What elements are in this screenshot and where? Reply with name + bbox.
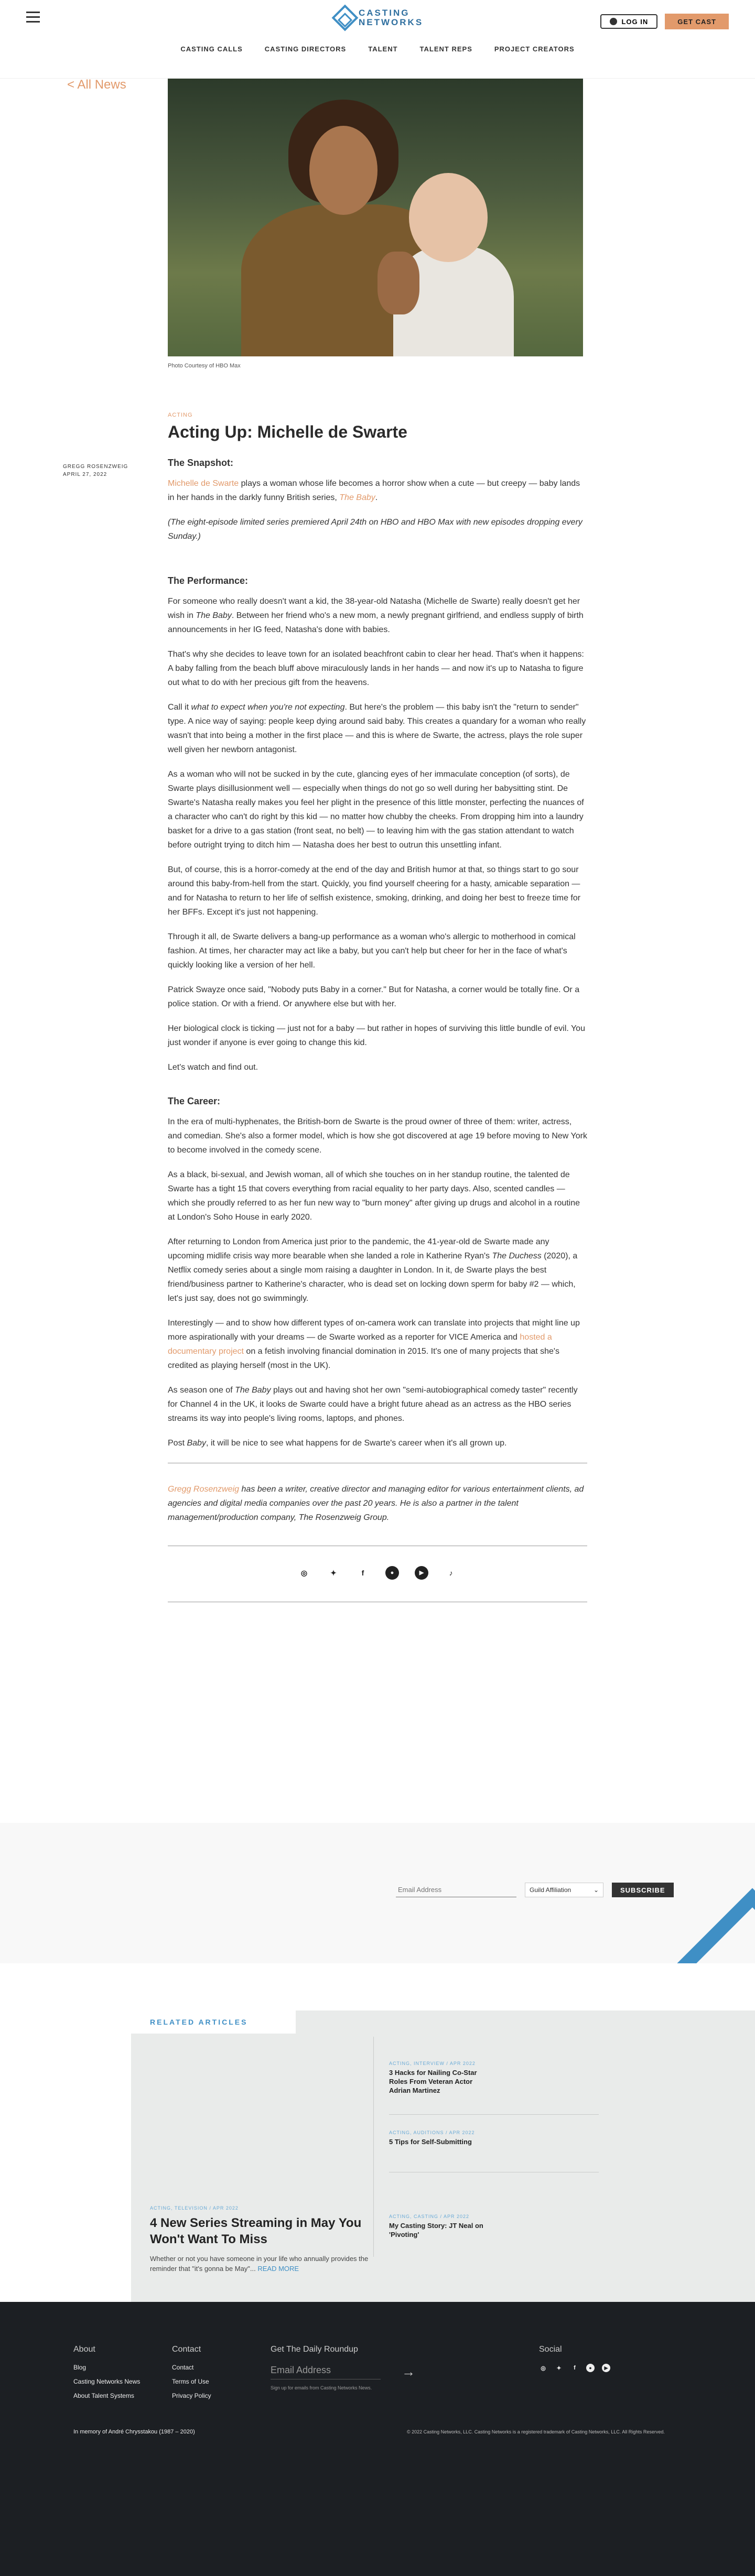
performance-heading: The Performance: (168, 575, 249, 586)
related-divider (373, 2037, 374, 2257)
related-separator (389, 2114, 599, 2115)
footer-link-talent-systems[interactable]: About Talent Systems (73, 2392, 134, 2399)
instagram-icon[interactable]: ◎ (300, 1568, 308, 1577)
career-paragraph: As season one of The Baby plays out and having shot her own "semi-autobiographical comedy taster" recently for Channel 4 in the UK, it looks de Swarte could have a bright future ahead as an actress as the HBO series streams its way into people's living rooms, laptops, and phones. (168, 1386, 578, 1423)
youtube-icon[interactable]: ▶ (602, 2364, 610, 2372)
copyright-text: © 2022 Casting Networks, LLC. Casting Networks is a registered trademark of Casting Networks, LLC. All Rights Reserved. (407, 2429, 665, 2434)
user-icon (610, 18, 617, 25)
hamburger-menu-icon[interactable] (26, 12, 40, 23)
performance-paragraph: Let's watch and find out. (168, 1063, 258, 1072)
related-articles (131, 2010, 755, 2302)
article-title: Acting Up: Michelle de Swarte (168, 422, 407, 441)
memorial-text: In memory of André Chrysstakou (1987 – 2020) (73, 2429, 195, 2435)
footer-link-privacy[interactable]: Privacy Policy (172, 2392, 211, 2399)
career-paragraph: Post Baby, it will be nice to see what happens for de Swarte's career when it's all grown up. (168, 1439, 507, 1448)
login-button[interactable]: LOG IN (600, 14, 657, 29)
performance-paragraph: Through it all, de Swarte delivers a bang-up performance as a woman who's allergic to motherhood in comical fashion. At times, her character may act like a baby, but you can't help but cheer for her in the face of what's quickly looking like a version of her hell. (168, 932, 576, 970)
the-baby-link[interactable]: The Baby (339, 493, 375, 502)
snapshot-note: (The eight-episode limited series premiered April 24th on HBO and HBO Max with new episodes dropping every Sunday.) (168, 518, 583, 541)
career-heading: The Career: (168, 1096, 221, 1106)
nav-talent-reps[interactable]: TALENT REPS (419, 45, 472, 53)
chevron-down-icon: ⌄ (593, 1886, 599, 1894)
twitter-icon[interactable]: ✦ (330, 1568, 337, 1577)
author-byline (63, 463, 128, 479)
nav-casting-directors[interactable]: CASTING DIRECTORS (264, 45, 347, 53)
performance-paragraph: But, of course, this is a horror-comedy at the end of the day and British humor at that, so things start to go sour around this baby-from-hell from the start. Quickly, you find yourself cheering for a hasty, amicable separation — and for Natasha to return to her life of selfish existence, smoking, drinking, and doing her best to freeze time for her BFFs. Except it's just not happening. (168, 865, 581, 917)
twitter-icon[interactable]: ✦ (556, 2365, 562, 2372)
career-paragraph: In the era of multi-hyphenates, the British-born de Swarte is the proud owner of three of them: writer, actress, and comedian. She's also a former model, which is how she got discovered at age 19 before moving to New York to become involved in the comedy scene. (168, 1117, 587, 1155)
publish-date: APRIL 27, 2022 (63, 472, 107, 477)
share-icons (168, 1566, 587, 1580)
author-bio-link[interactable]: Gregg Rosenzweig (168, 1485, 240, 1494)
career-paragraph: As a black, bi-sexual, and Jewish woman, all of which she touches on in her standup routine, the talented de Swarte has a tight 15 that covers everything from racial equality to her party days. Also, scented candles — which she proudly referred to as her fun new way to "burn money" after giving up drugs and alcohol in a routine at London's Soho House in early 2020. (168, 1170, 580, 1222)
related-article[interactable]: ACTING, CASTING / APR 2022 My Casting Story: JT Neal on 'Pivoting' (389, 2214, 483, 2238)
related-main-article[interactable]: ACTING, TELEVISION / APR 2022 4 New Series Streaming in May You Won't Want To Miss Whether or not you have someone in your life who annually provides the reminder that "it's gonna be May"... READ MORE (150, 2205, 369, 2273)
related-article[interactable]: ACTING, AUDITIONS / APR 2022 5 Tips for Self-Submitting (389, 2130, 475, 2146)
author-bio: Gregg Rosenzweig has been a writer, creative director and managing editor for various entertainment clients, ad agencies and digital media companies over the past 20 years. He is also a partner in the talent management/production company, The Rosenzweig Group. (168, 1485, 584, 1522)
footer-contact: Contact Contact Terms of Use Privacy Policy (172, 2345, 211, 2399)
performance-paragraph: That's why she decides to leave town for an isolated beachfront cabin to clear her head. That's when it happens: A baby falling from the beach bluff above miraculously lands in her hands — and now it's up to Natasha to figure out what to do with her precious gift from the heavens. (168, 650, 584, 687)
logo-text: CASTING NETWORKS (359, 8, 424, 27)
performance-paragraph: Call it what to expect when you're not expecting. But here's the problem — this baby isn't the "return to sender" type. A nice way of saying: people keep dying around said baby. This creates a quandary for a woman who really wasn't that into being a mother in the first place — and this is where de Swarte, the actress, plays the role super well given her newborn antagonist. (168, 703, 586, 754)
facebook-icon[interactable]: f (574, 2365, 576, 2371)
subscribe-button[interactable]: SUBSCRIBE (612, 1883, 674, 1897)
nav-talent[interactable]: TALENT (368, 45, 398, 53)
roundup-email-input[interactable]: Email Address (271, 2365, 381, 2379)
header-actions (600, 14, 729, 29)
related-article[interactable]: ACTING, INTERVIEW / APR 2022 3 Hacks for Nailing Co-Star Roles From Veteran Actor Adrian Martinez (389, 2061, 477, 2094)
decorative-diamond (671, 1888, 755, 1963)
performance-paragraph: Her biological clock is ticking — just not for a baby — but rather in hopes of surviving this little bundle of evil. You just wonder if anyone is ever going to change this kid. (168, 1024, 585, 1047)
newsletter-form (396, 1883, 674, 1897)
footer-roundup: Get The Daily Roundup Email Address → Sign up for emails from Casting Networks News. (271, 2345, 415, 2390)
nav-project-creators[interactable]: PROJECT CREATORS (494, 45, 575, 53)
nav-casting-calls[interactable]: CASTING CALLS (180, 45, 243, 53)
author-name: GREGG ROSENZWEIG (63, 464, 128, 470)
article-category[interactable]: ACTING (168, 412, 193, 418)
tiktok-icon[interactable]: ♪ (449, 1568, 453, 1577)
career-paragraph: After returning to London from America just prior to the pandemic, the 41-year-old de Swarte made any upcoming midlife crisis way more bearable when she landed a role in Katherine Ryan's The Duchess (2020), a Netflix comedy series about a single mom raising a daughter in London. In it, de Swarte plays the best friend/business partner to Katherine's character, who is dead set on locking down sperm for baby #2 — which, let's just say, does not go swimmingly. (168, 1237, 578, 1303)
newsletter-email-input[interactable] (396, 1883, 516, 1897)
reddit-icon[interactable]: ● (586, 2364, 595, 2372)
performance-paragraph: As a woman who will not be sucked in by the cute, glancing eyes of her immaculate conception (of sorts), de Swarte plays disillusionment well — especially when things do not go so well during her babysitting stint. De Swarte's Natasha really makes you feel her plight in the presence of this little monster, perfecting the nuances of a character who can't do right by this kid — no matter how chubby the cheeks. From dropping him into a laundry basket for a drive to a gas station (front seat, no belt) — to leaving him with the gas station attendant to watch before outright trying to ditch him — Natasha does her best to outrun this unsettling infant. (168, 770, 584, 850)
related-articles-heading: RELATED ARTICLES (131, 2010, 296, 2034)
instagram-icon[interactable]: ◎ (541, 2365, 546, 2372)
site-logo[interactable] (336, 8, 423, 27)
site-header (0, 0, 755, 79)
footer-social: Social ◎ ✦ f ● ▶ (539, 2345, 610, 2372)
footer-link-news[interactable]: Casting Networks News (73, 2378, 141, 2385)
read-more-link[interactable]: READ MORE (257, 2265, 299, 2273)
photo-credit: Photo Courtesy of HBO Max (168, 363, 241, 369)
footer-link-blog[interactable]: Blog (73, 2364, 87, 2371)
performance-paragraph: Patrick Swayze once said, "Nobody puts Baby in a corner." But for Natasha, a corner would be totally fine. Or a police station. Or with a friend. Or anywhere else but with her. (168, 985, 580, 1008)
snapshot-paragraph: Michelle de Swarte plays a woman whose life becomes a horror show when a cute — but creepy — baby lands in her hands in the darkly funny British series, The Baby. (168, 479, 580, 502)
facebook-icon[interactable]: f (361, 1568, 364, 1577)
footer-link-contact[interactable]: Contact (172, 2364, 194, 2371)
article-body (168, 456, 587, 1621)
main-nav (0, 45, 755, 53)
footer-about: About Blog Casting Networks News About Talent Systems (73, 2345, 141, 2399)
reddit-icon[interactable]: ● (385, 1566, 399, 1580)
michelle-de-swarte-link[interactable]: Michelle de Swarte (168, 479, 239, 488)
footer-link-terms[interactable]: Terms of Use (172, 2378, 209, 2385)
snapshot-heading: The Snapshot: (168, 458, 233, 468)
site-footer (0, 2302, 755, 2576)
get-cast-button[interactable]: GET CAST (665, 14, 729, 29)
guild-affiliation-select[interactable]: Guild Affiliation ⌄ (525, 1883, 603, 1897)
hero-image (168, 79, 583, 356)
career-paragraph: Interestingly — and to show how different types of on-camera work can translate into projects that might line up more aspirationally with your dreams — de Swarte worked as a reporter for VICE America and hosted a documentary project on a fetish involving financial domination in 2015. It's one of many projects that she's credited as playing herself (most in the UK). (168, 1319, 580, 1370)
logo-diamond-icon (332, 5, 359, 31)
performance-paragraph: For someone who really doesn't want a kid, the 38-year-old Natasha (Michelle de Swarte) really doesn't get her wish in The Baby. Between her friend who's a new mom, a newly pregnant girlfriend, and endless supply of birth announcements in her IG feed, Natasha's done with babies. (168, 597, 584, 634)
newsletter-section (0, 1823, 755, 1963)
back-to-all-news-link[interactable]: < All News (67, 78, 126, 92)
youtube-icon[interactable]: ▶ (415, 1566, 428, 1580)
documentary-project-link[interactable]: hosted a documentary project (168, 1333, 552, 1356)
arrow-right-icon[interactable]: → (402, 2364, 415, 2379)
